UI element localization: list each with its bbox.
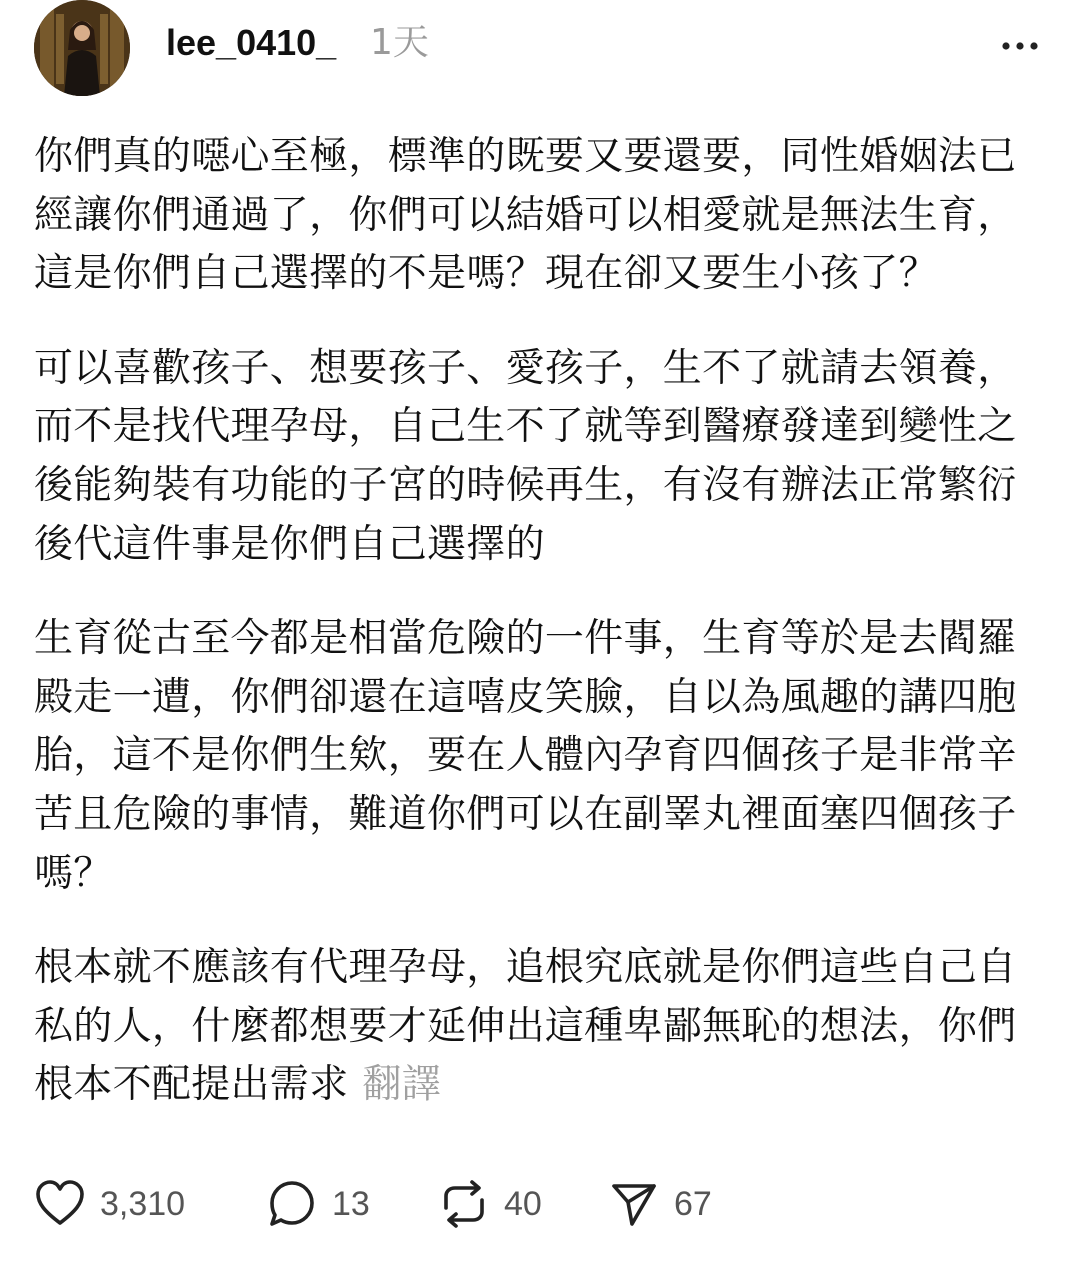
reply-count: 13: [332, 1184, 370, 1223]
username[interactable]: lee_0410_: [166, 22, 337, 63]
post-paragraph-last: [34, 939, 1034, 1115]
comment-bubble-icon: [266, 1178, 318, 1230]
heart-icon: [34, 1178, 86, 1230]
post-paragraph: 可以喜歡孩子、想要孩子、愛孩子，生不了就請去領養，而不是找代理孕母，自己生不了就等到醫療發達到變性之後能夠裝有功能的子宮的時候再生，有沒有辦法正常繁衍後代這件事是你們自己選擇的: [34, 345, 1017, 567]
post-body: [34, 128, 1034, 1151]
post-paragraph: 生育從古至今都是相當危險的一件事，生育等於是去閻羅殿走一遭，你們卻還在這嘻皮笑臉，自以為風趣的講四胞胎，這不是你們生欸，要在人體內孕育四個孩子是非常辛苦且危險的事情，難道你們可以在副睪丸裡面塞四個孩子嗎？: [34, 616, 1017, 896]
reply-button[interactable]: [266, 1172, 370, 1236]
post-paragraph: 你們真的噁心至極，標準的既要又要還要，同性婚姻法已經讓你們通過了，你們可以結婚可以相愛就是無法生育，這是你們自己選擇的不是嗎？現在卻又要生小孩了？: [34, 134, 1017, 297]
avatar-photo: [34, 0, 130, 96]
translate-link[interactable]: 翻譯: [362, 1062, 442, 1108]
more-options-icon[interactable]: [1000, 36, 1040, 56]
like-count: 3,310: [100, 1184, 186, 1223]
send-paper-plane-icon: [608, 1178, 660, 1230]
like-button[interactable]: [34, 1172, 185, 1236]
repost-button[interactable]: [438, 1172, 542, 1236]
share-button[interactable]: [608, 1172, 712, 1236]
post-paragraph-text: 根本就不應該有代理孕母，追根究底就是你們這些自己自私的人，什麼都想要才延伸出這種卑鄙無恥的想法，你們根本不配提出需求: [34, 945, 1017, 1108]
post-header: [34, 0, 1046, 96]
repost-arrows-icon: [438, 1178, 490, 1230]
repost-count: 40: [504, 1184, 542, 1223]
share-count: 67: [674, 1184, 712, 1223]
action-bar: [34, 1172, 1034, 1236]
post-timestamp: 1天: [370, 22, 429, 63]
avatar[interactable]: [34, 0, 130, 96]
